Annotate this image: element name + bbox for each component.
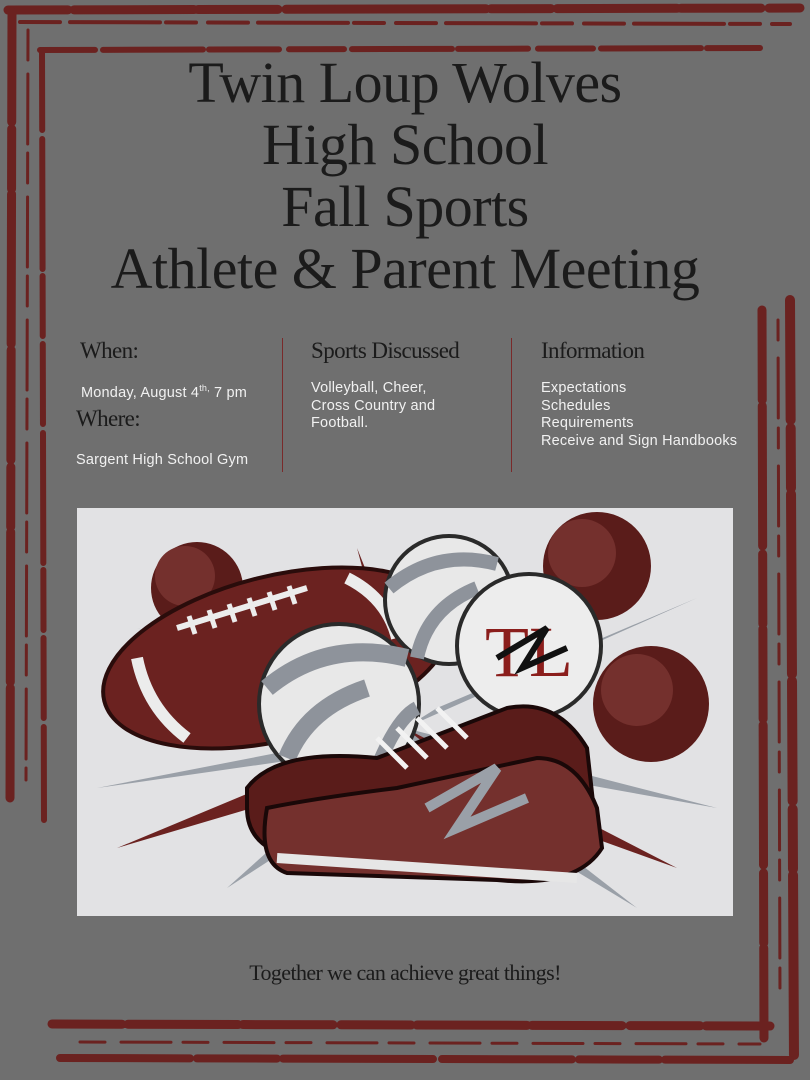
when-date-suffix: th,: [199, 383, 210, 393]
title-line-2: High School: [261, 112, 549, 177]
event-title: [0, 52, 810, 300]
logo-letters: TL: [485, 612, 573, 692]
information-list: [541, 380, 771, 450]
title-line-4: Athlete & Parent Meeting: [110, 236, 700, 301]
information-item: Schedules: [541, 397, 611, 414]
team-logo-ball-icon: [457, 574, 601, 718]
sports-list: [311, 380, 506, 433]
sports-line: Volleyball, Cheer,: [311, 380, 427, 396]
when-heading: When:: [80, 338, 139, 363]
when-time: 7 pm: [209, 384, 248, 401]
sports-line: Cross Country and: [311, 397, 436, 414]
title-line-1: Twin Loup Wolves: [188, 50, 622, 115]
where-heading: Where:: [76, 406, 141, 432]
column-divider-1: [282, 338, 283, 472]
when-date-time: [81, 380, 280, 402]
when-date: Monday, August 4: [81, 384, 200, 401]
information-item: Expectations: [541, 380, 627, 396]
information-item: Receive and Sign Handbooks: [541, 432, 738, 449]
information-heading: Information: [541, 338, 645, 363]
pom-pom-icon: [593, 646, 709, 762]
title-line-3: Fall Sports: [281, 174, 529, 239]
sports-equipment-illustration: [77, 508, 733, 916]
where-location: Sargent High School Gym: [76, 452, 249, 469]
sports-illustration-svg: [77, 508, 733, 916]
information-item: Requirements: [541, 415, 634, 431]
sports-heading: Sports Discussed: [311, 338, 460, 363]
tagline: Together we can achieve great things!: [249, 960, 561, 985]
sports-line: Football.: [311, 415, 369, 431]
column-divider-2: [511, 338, 512, 472]
information-column: [541, 338, 771, 450]
when-where-column: [76, 338, 280, 470]
sports-column: [311, 338, 506, 433]
